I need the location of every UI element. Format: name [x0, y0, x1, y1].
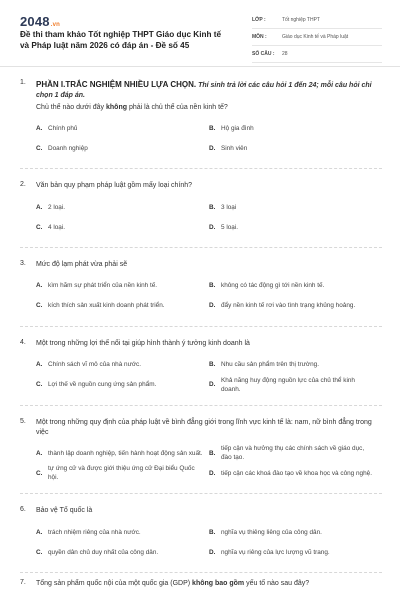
question-5: 5. Một trong những quy định của pháp luật về bình đẳng giới trong lĩnh vực kinh tế là: nam, nữ bình đẳng trong việc A. thành lập doanh nghiệp, tiến hành hoạt động sản xuất. B. tiếp cận và hưởng thụ các chính sách về giáo dục, đào tạo. C. tự ứng cử và được giới thiệu ứng cử Đại biểu Quốc hội. D. tiếp cận các khoá đào tạo về khoa học và công nghệ. [20, 406, 382, 495]
option-b[interactable]: B. không có tác động gì tới nền kinh tế. [209, 282, 325, 290]
question-7: 7. Tổng sản phẩm quốc nội của một quốc gia (GDP) không bao gồm yếu tố nào sau đây? [20, 573, 382, 589]
answer-options [20, 355, 382, 395]
site-logo[interactable]: 2048.vn [20, 14, 61, 29]
option-b[interactable]: B. Nhu cầu sản phẩm trên thị trường. [209, 361, 319, 369]
exam-title: Đề thi tham khảo Tốt nghiệp THPT Giáo dục Kinh tế và Pháp luật năm 2026 có đáp án - Đề số 45 [20, 30, 222, 50]
question-6: 6. Bảo vệ Tổ quốc là A. trách nhiệm riêng của nhà nước. B. nghĩa vụ thiêng liêng của công dân. C. quyền dân chủ duy nhất của công dân. D. nghĩa vụ riêng của lực lượng vũ trang. [20, 494, 382, 573]
question-stem: Một trong những quy định của pháp luật về bình đẳng giới trong lĩnh vực kinh tế là: nam, nữ bình đẳng trong việc [36, 418, 372, 436]
option-c[interactable]: C. quyền dân chủ duy nhất của công dân. [36, 548, 159, 556]
answer-options [20, 197, 382, 237]
question-3: 3. Mức độ lạm phát vừa phải sẽ A. kìm hãm sự phát triển của nền kinh tế. B. không có tác động gì tới nền kinh tế. C. kích thích sản xuất kinh doanh phát triển. D. đẩy nền kinh tế rơi vào tình trạng khủng hoảng. [20, 248, 382, 327]
meta-row-subject: MÔN : Giáo dục Kinh tế và Pháp luật [252, 29, 382, 46]
meta-row-class: LỚP : Tốt nghiệp THPT [252, 12, 382, 29]
option-d[interactable]: D. nghĩa vụ riêng của lực lượng vũ trang. [209, 548, 330, 556]
option-a[interactable]: A. thành lập doanh nghiệp, tiến hành hoạt động sản xuất. [36, 449, 203, 457]
option-c[interactable]: C. Lợi thế về nguồn cung ứng sản phẩm. [36, 381, 157, 389]
question-stem: Tổng sản phẩm quốc nội của một quốc gia (GDP) không bao gồm yếu tố nào sau đây? [36, 580, 310, 588]
option-c[interactable]: C. kích thích sản xuất kinh doanh phát triển. [36, 302, 165, 310]
question-stem: PHẦN I.TRẮC NGHIỆM NHIỀU LỰA CHỌN. Thí sinh trả lời các câu hỏi 1 đến 24; mỗi câu hỏi chỉ chọn 1 đáp án. Chủ thể nào dưới đây không phải là chủ thể của nền kinh tế? [36, 80, 372, 111]
option-d[interactable]: D. 5 loại. [209, 223, 239, 231]
page-header [0, 0, 400, 67]
option-a[interactable]: A. kìm hãm sự phát triển của nền kinh tế. [36, 282, 158, 290]
option-c[interactable]: C. tự ứng cử và được giới thiệu ứng cử Đại biểu Quốc hội. [36, 465, 195, 482]
option-b[interactable]: B. 3 loại [209, 203, 237, 211]
option-d[interactable]: D. Sinh viên [209, 144, 248, 152]
option-b[interactable]: B. Hộ gia đình [209, 124, 254, 132]
meta-row-count: SỐ CÂU : 28 [252, 46, 382, 63]
option-a[interactable]: A. Chính phủ [36, 124, 78, 132]
question-stem: Một trong những lợi thế nổi tại giúp hình thành ý tưởng kinh doanh là [36, 339, 250, 347]
question-stem: Bảo vệ Tổ quốc là [36, 507, 93, 515]
option-b[interactable]: B. nghĩa vụ thiêng liêng của công dân. [209, 528, 322, 536]
option-a[interactable]: A. trách nhiệm riêng của nhà nước. [36, 528, 141, 536]
question-stem: Văn bản quy phạm pháp luật gồm mấy loại chính? [36, 182, 193, 190]
option-d[interactable]: D. Khả năng huy động nguồn lực của chủ thể kinh doanh. [209, 376, 355, 393]
option-c[interactable]: C. Doanh nghiệp [36, 144, 88, 152]
option-d[interactable]: D. tiếp cận các khoá đào tạo về khoa học và công nghệ. [209, 469, 372, 477]
part-instruction: Thí sinh trả lời các câu hỏi 1 đến 24; mỗi câu hỏi chỉ chọn 1 đáp án. [36, 82, 372, 99]
question-stem: Mức độ lạm phát vừa phải sẽ [36, 261, 128, 269]
option-a[interactable]: A. Chính sách vĩ mô của nhà nước. [36, 361, 142, 369]
question-2: 2. Văn bản quy phạm pháp luật gồm mấy loại chính? A. 2 loại. B. 3 loại C. 4 loại. D. 5 loại. [20, 169, 382, 248]
question-list [0, 67, 400, 589]
answer-options [20, 522, 382, 562]
part-title: PHẦN I.TRẮC NGHIỆM NHIỀU LỰA CHỌN. [36, 80, 197, 89]
answer-options [20, 276, 382, 316]
exam-meta-table [252, 12, 382, 63]
answer-options [20, 118, 382, 158]
option-c[interactable]: C. 4 loại. [36, 223, 66, 231]
option-d[interactable]: D. đẩy nền kinh tế rơi vào tình trạng khủng hoảng. [209, 302, 356, 310]
question-4: 4. Một trong những lợi thế nổi tại giúp hình thành ý tưởng kinh doanh là A. Chính sách vĩ mô của nhà nước. B. Nhu cầu sản phẩm trên thị trường. C. Lợi thế về nguồn cung ứng sản phẩm. D. Khả năng huy động nguồn lực của chủ thể kinh doanh. [20, 327, 382, 406]
option-a[interactable]: A. 2 loại. [36, 203, 66, 211]
question-1: 1. PHẦN I.TRẮC NGHIỆM NHIỀU LỰA CHỌN. Thí sinh trả lời các câu hỏi 1 đến 24; mỗi câu hỏi chỉ chọn 1 đáp án. Chủ thể nào dưới đây không phải là chủ thể của nền kinh tế? A. Chính phủ B. Hộ gia đình C. Doanh nghiệp D. Sinh viên [20, 67, 382, 169]
option-b[interactable]: B. tiếp cận và hưởng thụ các chính sách về giáo dục, đào tạo. [209, 445, 365, 462]
answer-options [20, 443, 382, 483]
